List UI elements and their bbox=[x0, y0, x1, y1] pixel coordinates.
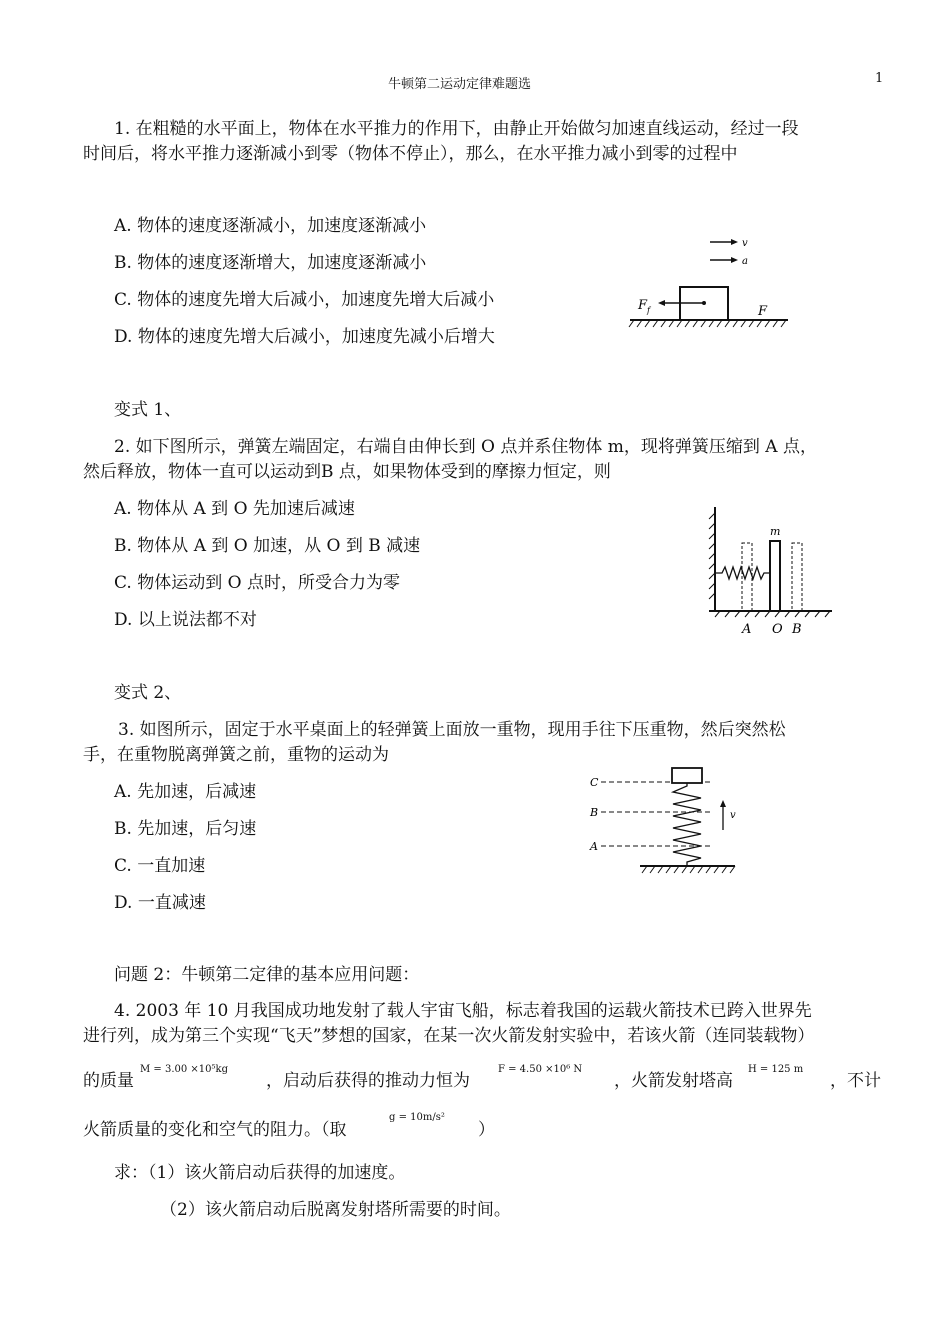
q4-line4-suffix: ） bbox=[478, 1120, 495, 1140]
variant-1-heading: 变式 1、 bbox=[114, 400, 182, 420]
velocity-label: v bbox=[742, 238, 748, 249]
level-a-label: A bbox=[590, 840, 598, 853]
page-header-title: 牛顿第二运动定律难题选 bbox=[388, 77, 532, 92]
q2-spring-diagram bbox=[700, 503, 840, 638]
q1-option-a: A. 物体的速度逐渐减小，加速度逐渐减小 bbox=[114, 216, 427, 236]
q3-option-c: C. 一直加速 bbox=[114, 856, 206, 876]
q4-line3-force-prefix: ，启动后获得的推动力恒为 bbox=[266, 1071, 470, 1091]
q3-stem-line2: 手，在重物脱离弹簧之前，重物的运动为 bbox=[83, 745, 389, 765]
q1-option-c: C. 物体的速度先增大后减小，加速度先增大后减小 bbox=[114, 290, 495, 310]
q3-stem-line1: 3. 如图所示，固定于水平桌面上的轻弹簧上面放一重物，现用手往下压重物，然后突然松 bbox=[118, 720, 786, 740]
q1-block-diagram bbox=[620, 230, 795, 330]
q3-option-b: B. 先加速，后匀速 bbox=[114, 819, 257, 839]
variant-2-heading: 变式 2、 bbox=[114, 683, 182, 703]
q4-force-formula: F = 4.50 ×10⁶ N bbox=[498, 1064, 583, 1075]
q1-stem-line1: 1. 在粗糙的水平面上，物体在水平推力的作用下，由静止开始做匀加速直线运动，经过一段 bbox=[114, 119, 799, 139]
q4-line3-mass-prefix: 的质量 bbox=[83, 1071, 134, 1091]
q4-line3-suffix: ，不计 bbox=[830, 1071, 881, 1091]
q2-stem-line2: 然后释放，物体一直可以运动到B 点，如果物体受到的摩擦力恒定，则 bbox=[83, 462, 611, 482]
q1-stem-line2: 时间后，将水平推力逐渐减小到零（物体不停止），那么，在水平推力减小到零的过程中 bbox=[83, 144, 738, 164]
point-b-label: B bbox=[792, 622, 802, 637]
q2-option-c: C. 物体运动到 O 点时，所受合力为零 bbox=[114, 573, 400, 593]
q4-ask-2: （2）该火箭启动后脱离发射塔所需要的时间。 bbox=[160, 1200, 511, 1220]
q2-stem-line1: 2. 如下图所示，弹簧左端固定，右端自由伸长到 O 点并系住物体 m，现将弹簧压缩到 A 点， bbox=[114, 437, 817, 457]
q1-option-b: B. 物体的速度逐渐增大，加速度逐渐减小 bbox=[114, 253, 427, 273]
q2-option-d: D. 以上说法都不对 bbox=[114, 610, 257, 630]
friction-label: F bbox=[638, 298, 648, 313]
q3-vertical-spring-diagram bbox=[585, 760, 745, 878]
friction-subscript: f bbox=[647, 306, 650, 315]
q4-height-formula: H = 125 m bbox=[748, 1064, 804, 1075]
q1-option-d: D. 物体的速度先增大后减小，加速度先减小后增大 bbox=[114, 327, 495, 347]
force-label: F bbox=[758, 304, 768, 319]
acceleration-label: a bbox=[742, 256, 748, 267]
q4-mass-formula: M = 3.00 ×10⁵kg bbox=[140, 1064, 228, 1075]
level-b-label: B bbox=[590, 806, 599, 819]
level-c-label: C bbox=[590, 776, 599, 789]
q2-option-a: A. 物体从 A 到 O 先加速后减速 bbox=[114, 499, 355, 519]
point-o-label: O bbox=[772, 622, 783, 637]
q4-line2: 进行列，成为第三个实现“飞天”梦想的国家，在某一次火箭发射实验中，若该火箭（连同装载物） bbox=[83, 1026, 815, 1046]
q4-line3-height-prefix: ，火箭发射塔高 bbox=[614, 1071, 733, 1091]
q4-line4-prefix: 火箭质量的变化和空气的阻力。（取 bbox=[83, 1120, 347, 1140]
velocity-arrow-label: v bbox=[730, 810, 736, 821]
q4-gravity-formula: g = 10m/s² bbox=[389, 1112, 445, 1123]
q2-option-b: B. 物体从 A 到 O 加速，从 O 到 B 减速 bbox=[114, 536, 421, 556]
page-number: 1 bbox=[875, 71, 884, 86]
problem-2-heading: 问题 2：牛顿第二定律的基本应用问题： bbox=[114, 965, 420, 985]
q3-option-d: D. 一直减速 bbox=[114, 893, 206, 913]
point-a-label: A bbox=[742, 622, 752, 637]
q3-option-a: A. 先加速，后减速 bbox=[114, 782, 257, 802]
q4-line1: 4. 2003 年 10 月我国成功地发射了载人宇宙飞船，标志着我国的运载火箭技术已跨入世界先 bbox=[114, 1001, 812, 1021]
q4-ask-1: 求：（1）该火箭启动后获得的加速度。 bbox=[114, 1163, 406, 1183]
mass-m-label: m bbox=[770, 525, 781, 538]
